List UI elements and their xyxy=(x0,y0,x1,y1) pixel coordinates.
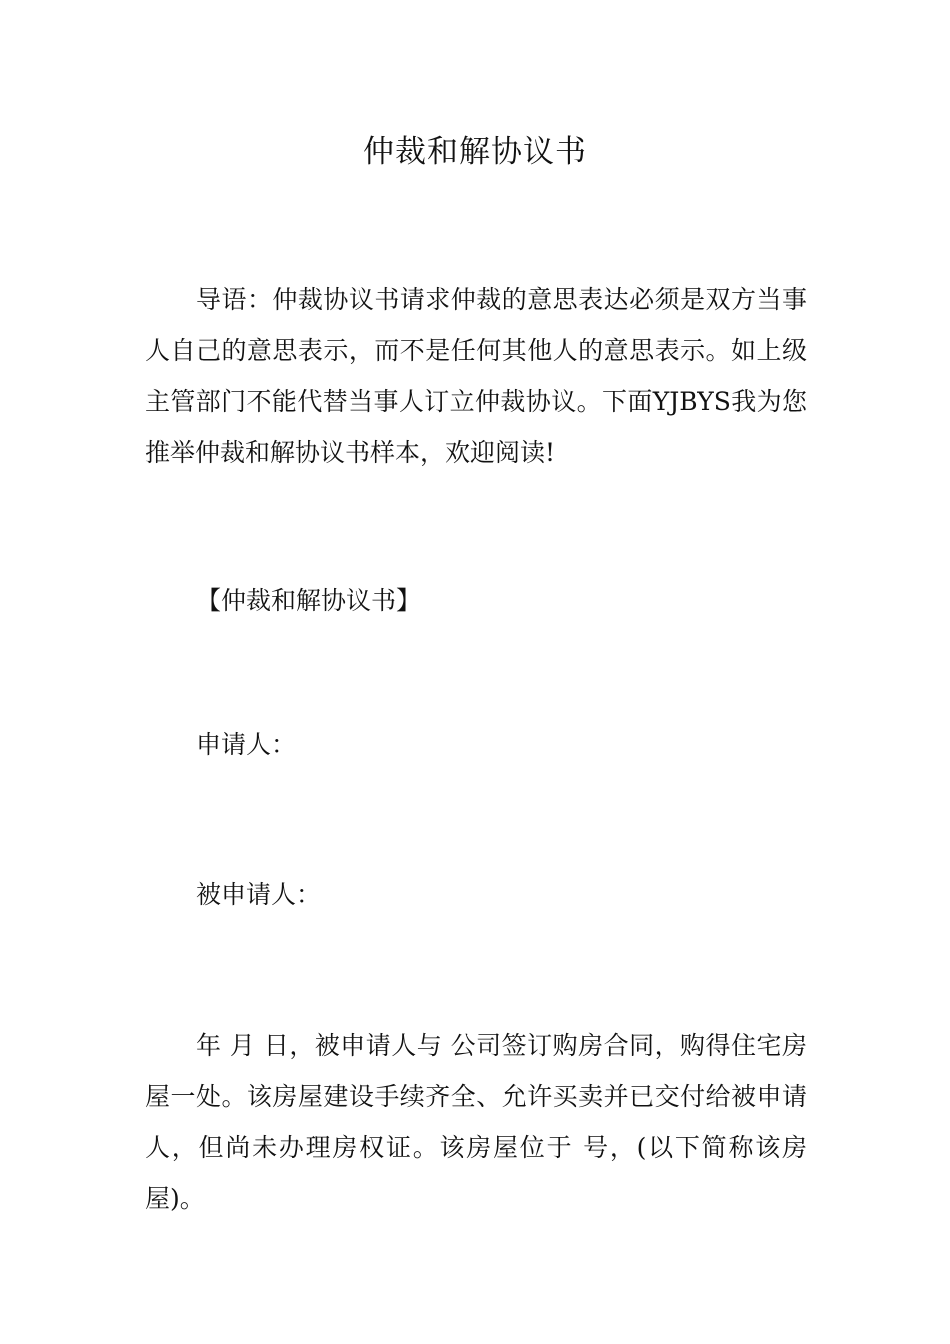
body-paragraph: 年 月 日，被申请人与 公司签订购房合同，购得住宅房屋一处。该房屋建设手续齐全、允许买卖并已交付给被申请人，但尚未办理房权证。该房屋位于 号，(以下简称该房屋)。 xyxy=(145,1031,807,1213)
document-title: 仲裁和解协议书 xyxy=(363,134,587,170)
intro-paragraph: 导语：仲裁协议书请求仲裁的意思表达必须是双方当事人自己的意思表示，而不是任何其他人的意思表示。如上级主管部门不能代替当事人订立仲裁协议。下面YJBYS我为您推举仲裁和解协议书样本，欢迎阅读! xyxy=(145,285,807,467)
applicant-label: 申请人： xyxy=(196,730,297,759)
section-heading: 【仲裁和解协议书】 xyxy=(196,586,422,615)
respondent-label: 被申请人： xyxy=(196,880,322,909)
